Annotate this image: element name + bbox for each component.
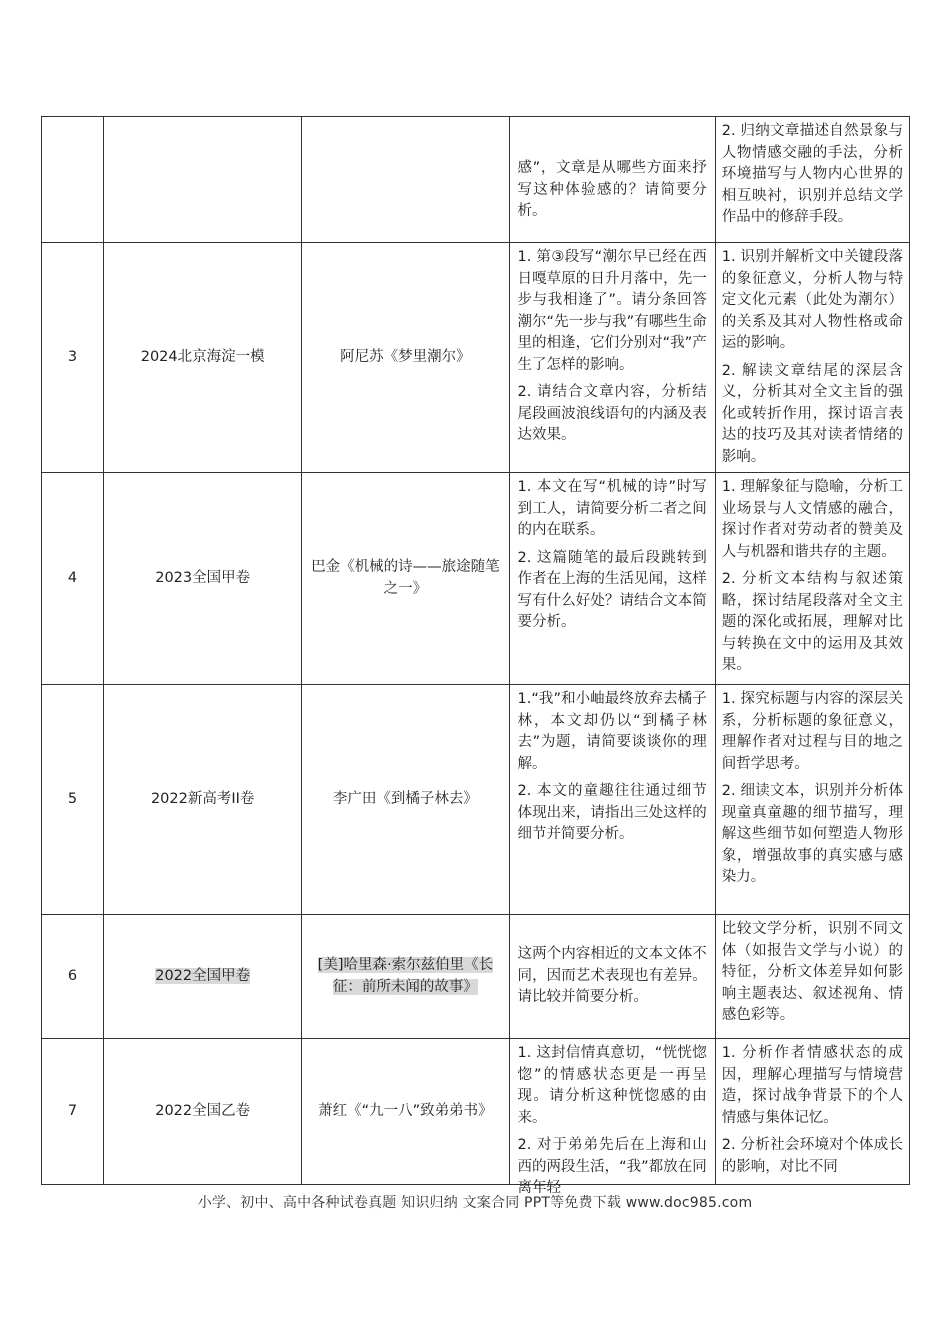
work-title: 巴金《机械的诗——旅途随笔之一》 (302, 473, 509, 685)
exam-source: 2022新高考II卷 (104, 685, 302, 915)
question-text: 1. 这封信情真意切，“恍恍惚惚”的情感状态更是一再呈现。请分析这种恍惚感的由来。 (517, 1045, 707, 1126)
objective-cell (715, 1039, 909, 1185)
table-row (42, 1039, 910, 1185)
work-title: 阿尼苏《梦里潮尔》 (302, 243, 509, 473)
objective-cell (715, 915, 909, 1039)
objective-text: 2. 分析文本结构与叙述策略，探讨结尾段落对全文主题的深化或拓展，理解对比与转换在文中的运用及其效果。 (721, 571, 903, 673)
clipped-objective-content (722, 1043, 903, 1179)
work-title (302, 117, 509, 243)
highlighted-source: 2022全国甲卷 (155, 967, 251, 984)
question-text: 感”，文章是从哪些方面来抒写这种体验感的？请简要分析。 (517, 160, 707, 220)
objective-cell (715, 117, 909, 243)
question-text: 1. 第③段写“潮尔早已经在西日嘎草原的日升月落中，先一步与我相逢了”。请分条回答潮尔“先一步与我”有哪些生命里的相逢，它们分别对“我”产生了怎样的影响。 (517, 249, 707, 373)
table-row (42, 915, 910, 1039)
highlighted-work: [美]哈里森·索尔兹伯里《长征：前所未闻的故事》 (317, 957, 494, 995)
table-row (42, 243, 910, 473)
objective-text: 1. 识别并解析文中关键段落的象征意义，分析人物与特定文化元素（此处为潮尔）的关系及其对人物性格或命运的影响。 (721, 249, 903, 351)
table-row (42, 117, 910, 243)
row-number: 6 (42, 915, 104, 1039)
exam-source: 2022全国乙卷 (104, 1039, 302, 1185)
objective-text: 1. 探究标题与内容的深层关系，分析标题的象征意义，理解作者对过程与目的地之间哲学思考。 (721, 691, 903, 772)
question-text: 2. 请结合文章内容，分析结尾段画波浪线语句的内涵及表达效果。 (517, 384, 707, 443)
objective-text: 2. 归纳文章描述自然景象与人物情感交融的手法，分析环境描写与人物内心世界的相互映衬，识别并总结文学作品中的修辞手段。 (721, 123, 903, 225)
row-number (42, 117, 104, 243)
objective-cell (715, 243, 909, 473)
question-cell (509, 685, 715, 915)
question-text: 1.“我”和小岫最终放弃去橘子林，本文却仍以“到橘子林去”为题，请简要谈谈你的理解。 (517, 691, 707, 772)
row-number: 5 (42, 685, 104, 915)
objective-text: 2. 解读文章结尾的深层含义，分析其对全文主旨的强化或转折作用，探讨语言表达的技巧及其对读者情绪的影响。 (721, 362, 903, 465)
content-table (41, 116, 910, 1196)
work-title (302, 915, 509, 1039)
exam-source: 2024北京海淀一模 (104, 243, 302, 473)
objective-text: 1. 分析作者情感状态的成因，理解心理描写与情境营造，探讨战争背景下的个人情感与集体记忆。 (721, 1045, 903, 1126)
exam-source (104, 915, 302, 1039)
question-cell (509, 243, 715, 473)
question-text: 2. 本文的童趣往往通过细节体现出来，请指出三处这样的细节并简要分析。 (517, 783, 707, 842)
row-number: 4 (42, 473, 104, 685)
exam-source: 2023全国甲卷 (104, 473, 302, 685)
question-cell (509, 117, 715, 243)
work-title: 萧红《“九一八”致弟弟书》 (302, 1039, 509, 1185)
work-title: 李广田《到橘子林去》 (302, 685, 509, 915)
question-text: 这两个内容相近的文本文体不同，因而艺术表现也有差异。请比较并简要分析。 (517, 946, 707, 1006)
question-text: 2. 这篇随笔的最后段跳转到作者在上海的生活见闻，这样写有什么好处？请结合文本简要分析。 (517, 549, 707, 630)
row-number: 7 (42, 1039, 104, 1185)
page-footer: 小学、初中、高中各种试卷真题 知识归纳 文案合同 PPT等免费下载 www.doc985.com (197, 1195, 753, 1211)
question-cell (509, 1039, 715, 1196)
exam-source (104, 117, 302, 243)
objective-text: 2. 细读文本，识别并分析体现童真童趣的细节描写，理解这些细节如何塑造人物形象，增强故事的真实感与感染力。 (721, 783, 903, 885)
objective-text: 1. 理解象征与隐喻，分析工业场景与人文情感的融合，探讨作者对劳动者的赞美及人与机器和谐共存的主题。 (721, 479, 903, 560)
table-row (42, 473, 910, 685)
clipped-question-content (517, 1043, 707, 1196)
table-row (42, 685, 910, 915)
question-text: 1. 本文在写“机械的诗”时写到工人，请简要分析二者之间的内在联系。 (517, 479, 707, 538)
objective-text: 比较文学分析，识别不同文体（如报告文学与小说）的特征，分析文体差异如何影响主题表达、叙述视角、情感色彩等。 (721, 921, 903, 1023)
question-cell (509, 915, 715, 1039)
objective-cell (715, 685, 909, 915)
question-text: 2. 对于弟弟先后在上海和山西的两段生活，“我”都放在同离年轻 (517, 1137, 707, 1196)
objective-text: 2. 分析社会环境对个体成长的影响，对比不同 (721, 1137, 903, 1175)
row-number: 3 (42, 243, 104, 473)
question-cell (509, 473, 715, 685)
objective-cell (715, 473, 909, 685)
